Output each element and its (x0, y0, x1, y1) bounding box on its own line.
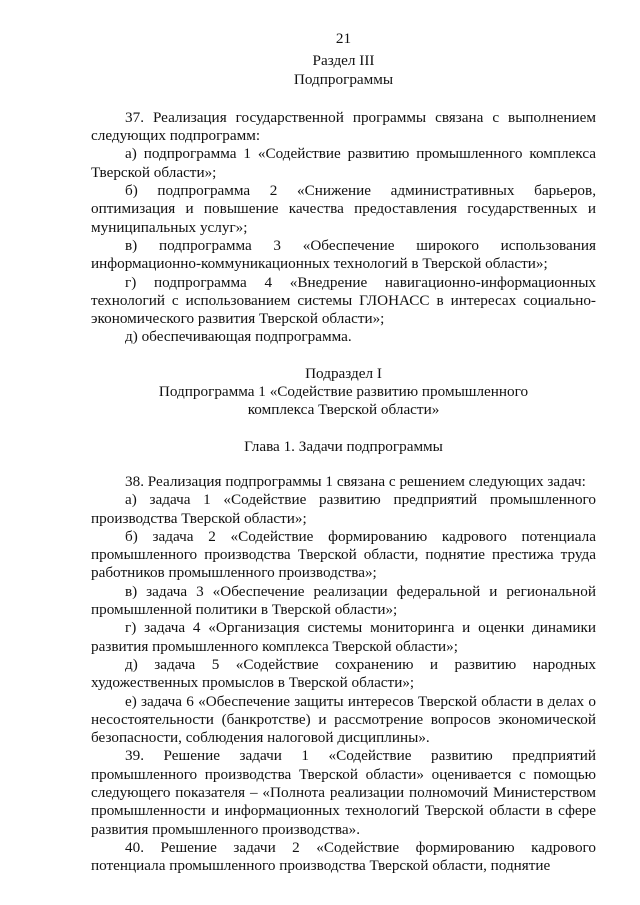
subsection-title: Подпрограмма 1 «Содействие развитию промышленного комплекса Тверской области» (158, 383, 529, 419)
paragraph-38-intro: 38. Реализация подпрограммы 1 связана с решением следующих задач: (125, 472, 586, 490)
paragraph-40: 40. Решение задачи 2 «Содействие формированию кадрового потенциала промышленного производства Тверской области, поднятие (91, 838, 596, 875)
list-item: а) задача 1 «Содействие развитию предприятий промышленного производства Тверской области»; (91, 491, 596, 527)
list-item: б) подпрограмма 2 «Снижение административных барьеров, оптимизация и повышение качества предоставления государственных и муниципальных услуг»; (91, 182, 596, 236)
section-title: Подпрограммы (293, 70, 394, 88)
list-item: д) обеспечивающая подпрограмма. (125, 328, 352, 346)
list-item: г) подпрограмма 4 «Внедрение навигационно-информационных технологий с использованием системы ГЛОНАСС в интересах социально-экономического развития Тверской области»; (91, 273, 596, 328)
list-item: д) задача 5 «Содействие сохранению и развитию народных художественных промыслов в Тверской области»; (91, 655, 596, 692)
chapter-title: Глава 1. Задачи подпрограммы (244, 437, 443, 455)
paragraph-37-intro: 37. Реализация государственной программы связана с выполнением следующих подпрограмм: (91, 108, 596, 145)
list-item: е) задача 6 «Обеспечение защиты интересов Тверской области в делах о несостоятельности (банкротстве) и рассмотрение вопросов экономической безопасности, соблюдения налоговой дисциплины». (91, 692, 596, 747)
list-item: а) подпрограмма 1 «Содействие развитию промышленного комплекса Тверской области»; (91, 145, 596, 181)
paragraph-37 (91, 109, 596, 347)
page-number: 21 (335, 30, 352, 47)
list-item: в) подпрограмма 3 «Обеспечение широкого использования информационно-коммуникационных технологий в Тверской области»; (91, 236, 596, 273)
list-item: в) задача 3 «Обеспечение реализации федеральной и региональной промышленной политики в Тверской области»; (91, 582, 596, 619)
paragraph-38 (91, 473, 596, 747)
list-item: б) задача 2 «Содействие формированию кадрового потенциала промышленного производства Тверской области, поднятие престижа труда работников промышленного производства»; (91, 527, 596, 582)
list-item: г) задача 4 «Организация системы мониторинга и оценки динамики развития промышленного комплекса Тверской области»; (91, 619, 596, 655)
paragraph-39: 39. Решение задачи 1 «Содействие развитию предприятий промышленного производства Тверской области» оценивается с помощью следующего показателя – «Полнота реализации полномочий Министерством промышленности и информационных технологий Тверской области в сфере развития промышленного производства». (91, 747, 596, 838)
subsection-number: Подраздел I (305, 364, 382, 382)
section-number: Раздел III (312, 52, 375, 70)
